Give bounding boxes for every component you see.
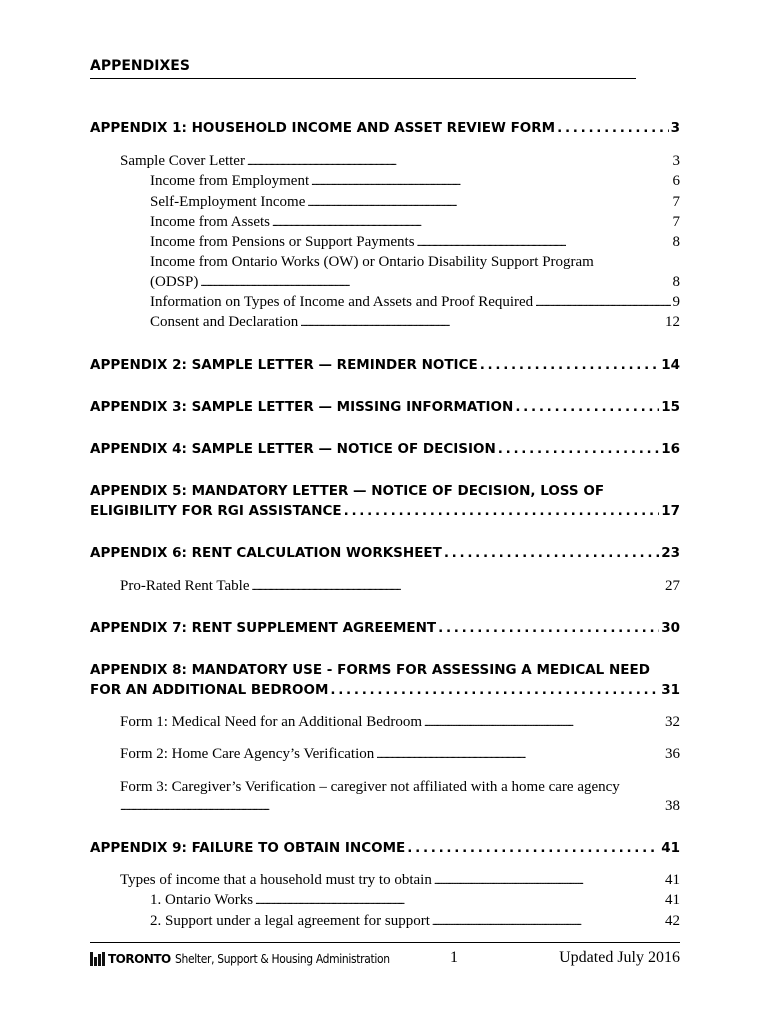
table-of-contents	[90, 118, 680, 932]
toc-label: Sample Cover Letter	[120, 153, 245, 169]
toc-label: APPENDIX 4: SAMPLE LETTER — NOTICE OF DECISION	[90, 440, 496, 457]
toc-label: 2. Support under a legal agreement for support	[150, 912, 430, 929]
toc-page-number: 3	[672, 153, 680, 169]
dot-leader	[311, 172, 670, 192]
dot-leader	[535, 293, 670, 313]
toc-entry-consent[interactable]	[90, 313, 680, 333]
dot-leader	[344, 501, 660, 521]
toc-page-number: 9	[672, 294, 680, 311]
toc-entry-types-of-income[interactable]	[90, 293, 680, 313]
toc-label: Income from Employment	[150, 173, 310, 190]
toc-entry-appendix-7[interactable]	[90, 618, 680, 638]
dot-leader	[407, 838, 659, 858]
toc-entry-pro-rated-rent[interactable]	[90, 577, 680, 597]
toc-page-number: 7	[672, 213, 680, 230]
toc-page-number: 42	[665, 912, 680, 929]
toc-page-number: 15	[661, 398, 680, 415]
toc-page-number: 17	[661, 502, 680, 519]
toc-label: ELIGIBILITY FOR RGI ASSISTANCE	[90, 502, 342, 519]
toc-entry-support-legal-agreement[interactable]	[90, 912, 680, 932]
city-hall-icon	[90, 952, 106, 966]
toc-page-number: 32	[665, 713, 680, 730]
toc-entry-types-income-obtain[interactable]	[90, 871, 680, 891]
toc-entry-appendix-4[interactable]	[90, 439, 680, 459]
dot-leader	[255, 891, 663, 911]
dot-leader	[438, 618, 659, 638]
toc-page-number: 27	[665, 577, 680, 594]
toc-page-number: 38	[665, 797, 680, 814]
toc-entry-appendix-1[interactable]	[90, 118, 680, 138]
dot-leader	[444, 543, 659, 563]
toc-label: Form 2: Home Care Agency’s Verification	[120, 746, 375, 763]
toc-page-number: 31	[661, 681, 680, 698]
toc-entry-sample-cover-letter[interactable]	[90, 152, 680, 172]
page-header-title: APPENDIXES	[90, 58, 636, 79]
toc-entry-form-3-line1[interactable]: Form 3: Caregiver’s Verification – caregiver not affiliated with a home care agency	[120, 778, 620, 795]
toc-page-number: 23	[661, 544, 680, 561]
toc-label: Self-Employment Income	[150, 193, 306, 210]
page-number: 1	[450, 949, 458, 966]
dot-leader	[515, 397, 659, 417]
toc-label: APPENDIX 6: RENT CALCULATION WORKSHEET	[90, 544, 442, 561]
dot-leader	[300, 313, 663, 333]
dot-leader	[251, 577, 663, 597]
toc-entry-income-ow-odsp[interactable]	[90, 273, 680, 293]
dot-leader	[424, 713, 663, 733]
toc-label: 1. Ontario Works	[150, 892, 254, 909]
toc-page-number: 7	[672, 193, 680, 210]
toc-label: APPENDIX 9: FAILURE TO OBTAIN INCOME	[90, 840, 406, 857]
toc-entry-income-pensions[interactable]	[90, 233, 680, 253]
dot-leader	[120, 797, 663, 817]
toc-entry-appendix-8-line1[interactable]: APPENDIX 8: MANDATORY USE - FORMS FOR ASSESSING A MEDICAL NEED	[90, 661, 650, 678]
toc-page-number: 3	[670, 120, 680, 136]
toc-label: APPENDIX 2: SAMPLE LETTER — REMINDER NOTICE	[90, 356, 478, 373]
toc-page-number: 30	[661, 619, 680, 636]
updated-date: Updated July 2016	[559, 949, 680, 966]
toc-entry-appendix-8[interactable]	[90, 680, 680, 700]
toc-label: Income from Pensions or Support Payments	[150, 234, 415, 251]
toc-label: Pro-Rated Rent Table	[120, 577, 250, 594]
toc-page-number: 6	[672, 173, 680, 190]
toc-entry-appendix-3[interactable]	[90, 397, 680, 417]
dot-leader	[200, 273, 670, 293]
organization-name: Shelter, Support & Housing Administration	[174, 951, 390, 966]
toc-label: APPENDIX 7: RENT SUPPLEMENT AGREEMENT	[90, 619, 437, 636]
toc-entry-form-1[interactable]	[90, 713, 680, 733]
toc-entry-appendix-5[interactable]	[90, 501, 680, 521]
dot-leader	[376, 745, 663, 765]
dot-leader	[417, 233, 671, 253]
toc-entry-form-2[interactable]	[90, 745, 680, 765]
toronto-logo	[90, 951, 424, 966]
toc-label: Form 1: Medical Need for an Additional Bedroom	[120, 713, 423, 730]
dot-leader	[498, 439, 659, 459]
toc-page-number: 12	[665, 314, 680, 331]
page-footer	[90, 942, 680, 973]
toc-page-number: 41	[661, 840, 680, 857]
toc-label: (ODSP)	[150, 273, 199, 290]
toc-entry-income-employment[interactable]	[90, 172, 680, 192]
toc-label: APPENDIX 1: HOUSEHOLD INCOME AND ASSET REVIEW FORM	[90, 120, 556, 136]
toc-label: Types of income that a household must try to obtain	[120, 872, 432, 889]
dot-leader	[432, 912, 663, 932]
dot-leader	[247, 152, 671, 172]
toc-page-number: 8	[672, 273, 680, 290]
toc-entry-income-ow-odsp-line1[interactable]: Income from Ontario Works (OW) or Ontario Disability Support Program	[150, 254, 594, 271]
toc-page-number: 41	[665, 872, 680, 889]
toc-page-number: 41	[665, 892, 680, 909]
toc-entry-self-employment[interactable]	[90, 193, 680, 213]
toc-label: Consent and Declaration	[150, 314, 299, 331]
dot-leader	[480, 355, 659, 375]
toc-entry-appendix-9[interactable]	[90, 838, 680, 858]
toc-label: APPENDIX 3: SAMPLE LETTER — MISSING INFORMATION	[90, 398, 514, 415]
toc-entry-appendix-5-line1[interactable]: APPENDIX 5: MANDATORY LETTER — NOTICE OF DECISION, LOSS OF	[90, 482, 605, 499]
toc-entry-ontario-works[interactable]	[90, 891, 680, 911]
toc-label: Information on Types of Income and Assets and Proof Required	[150, 294, 534, 311]
toc-entry-appendix-6[interactable]	[90, 543, 680, 563]
toc-entry-appendix-2[interactable]	[90, 355, 680, 375]
toc-entry-form-3[interactable]	[90, 797, 680, 817]
toc-page-number: 36	[665, 746, 680, 763]
dot-leader	[272, 213, 671, 233]
toc-label: FOR AN ADDITIONAL BEDROOM	[90, 681, 329, 698]
dot-leader	[307, 193, 670, 213]
toc-page-number: 8	[672, 234, 680, 251]
toc-label: Income from Assets	[150, 213, 270, 230]
toc-page-number: 16	[661, 440, 680, 457]
logo-wordmark: TORONTO	[108, 951, 171, 966]
dot-leader	[557, 118, 668, 138]
dot-leader	[330, 680, 659, 700]
dot-leader	[434, 871, 663, 891]
toc-entry-income-assets[interactable]	[90, 213, 680, 233]
toc-page-number: 14	[661, 356, 680, 373]
